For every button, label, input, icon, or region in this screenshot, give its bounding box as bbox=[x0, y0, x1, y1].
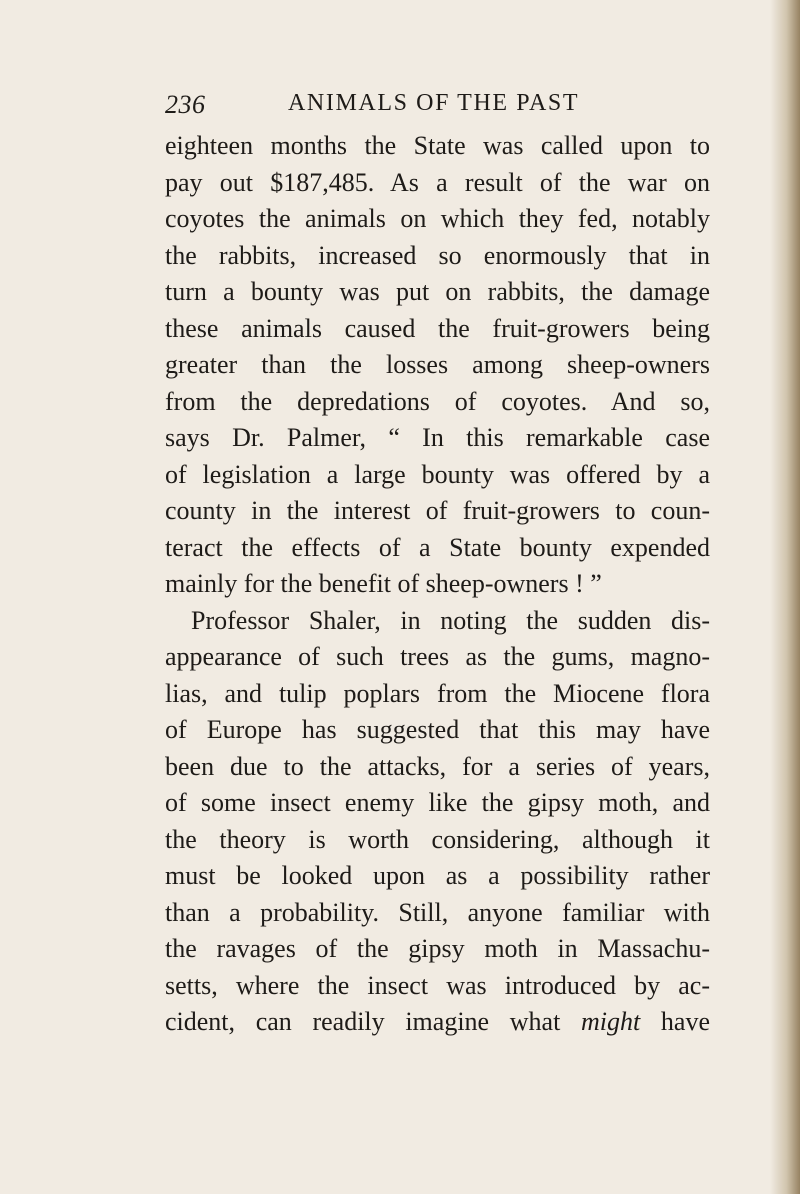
page-number: 236 bbox=[165, 90, 206, 119]
text-line: coyotes the animals on which they fed, notably bbox=[165, 204, 710, 233]
text-line: turn a bounty was put on rabbits, the damage bbox=[165, 277, 710, 306]
text-line: lias, and tulip poplars from the Miocene flora bbox=[165, 678, 710, 708]
text-line: the rabbits, increased so enormously that in bbox=[165, 240, 710, 270]
body-text bbox=[165, 128, 710, 1041]
text-line: of some insect enemy like the gipsy moth, and bbox=[165, 788, 710, 817]
page-edge-shadow bbox=[770, 0, 800, 1194]
text-line: appearance of such trees as the gums, magno- bbox=[165, 642, 710, 671]
last-line-end: have bbox=[640, 1007, 710, 1036]
text-line: the theory is worth considering, although it bbox=[165, 824, 710, 854]
text-line-last bbox=[165, 1004, 710, 1041]
running-head bbox=[165, 90, 705, 124]
text-line: these animals caused the fruit-growers being bbox=[165, 313, 710, 343]
paragraph-start-line: Professor Shaler, in noting the sudden dis- bbox=[191, 605, 710, 635]
text-line: from the depredations of coyotes. And so, bbox=[165, 386, 710, 416]
italic-word: might bbox=[580, 1007, 641, 1036]
text-line: pay out $187,485. As a result of the war on bbox=[165, 167, 710, 197]
text-line: teract the effects of a State bounty expended bbox=[165, 532, 710, 562]
text-line: than a probability. Still, anyone familiar with bbox=[165, 897, 710, 927]
last-line-start: cident, can readily imagine what bbox=[165, 1007, 581, 1036]
text-line: been due to the attacks, for a series of years, bbox=[165, 751, 710, 781]
text-line: must be looked upon as a possibility rather bbox=[165, 861, 710, 890]
text-line: the ravages of the gipsy moth in Massachu- bbox=[165, 934, 710, 963]
text-line: mainly for the benefit of sheep-owners ! ” bbox=[165, 569, 602, 598]
running-title: ANIMALS OF THE PAST bbox=[288, 90, 580, 116]
text-line: says Dr. Palmer, “ In this remarkable case bbox=[165, 423, 710, 452]
text-line: of Europe has suggested that this may have bbox=[165, 715, 710, 744]
text-line: county in the interest of fruit-growers to coun- bbox=[165, 496, 710, 525]
text-line: setts, where the insect was introduced by ac- bbox=[165, 970, 710, 1000]
text-line: eighteen months the State was called upon to bbox=[165, 131, 710, 160]
text-line: of legislation a large bounty was offered by a bbox=[165, 459, 710, 489]
text-line: greater than the losses among sheep-owners bbox=[165, 350, 710, 379]
